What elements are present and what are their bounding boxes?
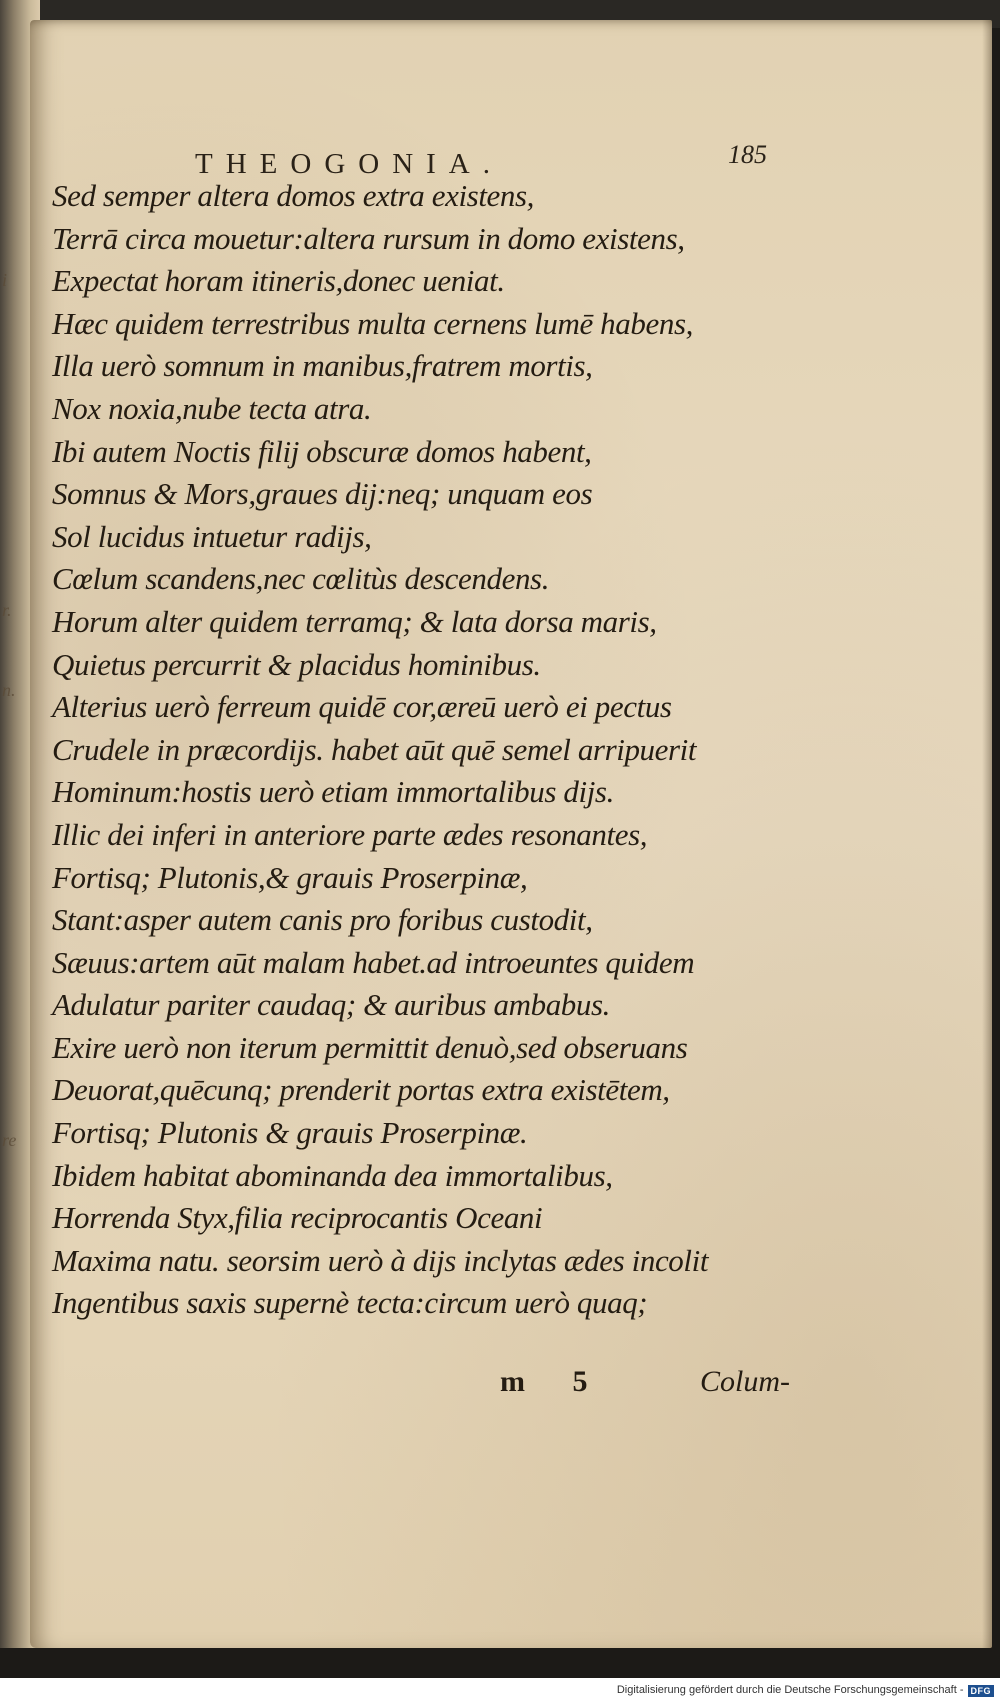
verse-line: Fortisq; Plutonis & grauis Proserpinæ.: [52, 1115, 528, 1151]
page-number: 185: [728, 140, 767, 169]
verse-line: Hæc quidem terrestribus multa cernens lumē habens,: [52, 305, 693, 341]
verse-line: Crudele in præcordijs. habet aūt quē semel arripuerit: [52, 731, 697, 767]
verse-line: Sol lucidus intuetur radijs,: [52, 518, 372, 554]
verse-line: Exire uerò non iterum permittit denuò,sed obseruans: [52, 1029, 688, 1065]
verse-line: Adulatur pariter caudaq; & auribus ambabus.: [52, 987, 611, 1023]
verse-line: Sed semper altera domos extra existens,: [52, 178, 535, 213]
digitization-credit-bar: [0, 1678, 1000, 1703]
verse-line: Maxima natu. seorsim uerò à dijs inclytas ædes incolit: [52, 1242, 709, 1278]
verse-line: Fortisq; Plutonis,& grauis Proserpinæ,: [52, 859, 528, 895]
verse-line: Cœlum scandens,nec cœlitùs descendens.: [52, 561, 550, 597]
verse-line: Deuorat,quēcunq; prenderit portas extra existētem,: [52, 1072, 670, 1108]
verse-line: Sæuus:artem aūt malam habet.ad introeuntes quidem: [52, 944, 695, 980]
verse-line: Somnus & Mors,graues dij:neq; unquam eos: [52, 476, 593, 512]
verse-line: Expectat horam itineris,donec ueniat.: [52, 263, 505, 299]
facing-page-margin-mark: re: [2, 1130, 17, 1150]
verse-line: Illic dei inferi in anteriore parte ædes resonantes,: [52, 816, 648, 852]
catchword: Colum-: [700, 1365, 790, 1398]
verse-line: Illa uerò somnum in manibus,fratrem mortis,: [52, 348, 593, 384]
verse-line: Hominum:hostis uerò etiam immortalibus dijs.: [52, 774, 614, 810]
verse-block: [52, 175, 792, 1325]
running-head: THEOGONIA.: [195, 148, 503, 180]
verse-line: Ingentibus saxis supernè tecta:circum uerò quaq;: [52, 1285, 648, 1321]
digitization-credit: Digitalisierung gefördert durch die Deutsche Forschungsgemeinschaft -: [616, 1684, 964, 1696]
verse-line: Horum alter quidem terramq; & lata dorsa maris,: [52, 603, 657, 639]
verse-line: Horrenda Styx,filia reciprocantis Oceani: [52, 1200, 543, 1236]
facing-page-margin-mark: n.: [2, 680, 16, 700]
signature-mark: m 5: [500, 1365, 608, 1398]
page-edge-shadow: [982, 20, 992, 1648]
dfg-logo: DFG: [968, 1685, 995, 1697]
verse-line: Terrā circa mouetur:altera rursum in domo existens,: [52, 220, 685, 256]
verse-line: Alterius uerò ferreum quidē cor,æreū uerò ei pectus: [52, 689, 672, 725]
verse-line: Ibi autem Noctis filij obscuræ domos habent,: [52, 433, 592, 469]
facing-page-margin-mark: r.: [2, 600, 12, 620]
facing-page-margin-mark: i: [2, 270, 8, 290]
verse-line: Stant:asper autem canis pro foribus custodit,: [52, 902, 593, 938]
verse-line: Quietus percurrit & placidus hominibus.: [52, 646, 541, 682]
page-footer-marks: [500, 1365, 790, 1407]
verse-line: Nox noxia,nube tecta atra.: [52, 390, 372, 426]
scan-background-bottom: [0, 1648, 1000, 1678]
verse-line: Ibidem habitat abominanda dea immortalibus,: [52, 1157, 613, 1193]
